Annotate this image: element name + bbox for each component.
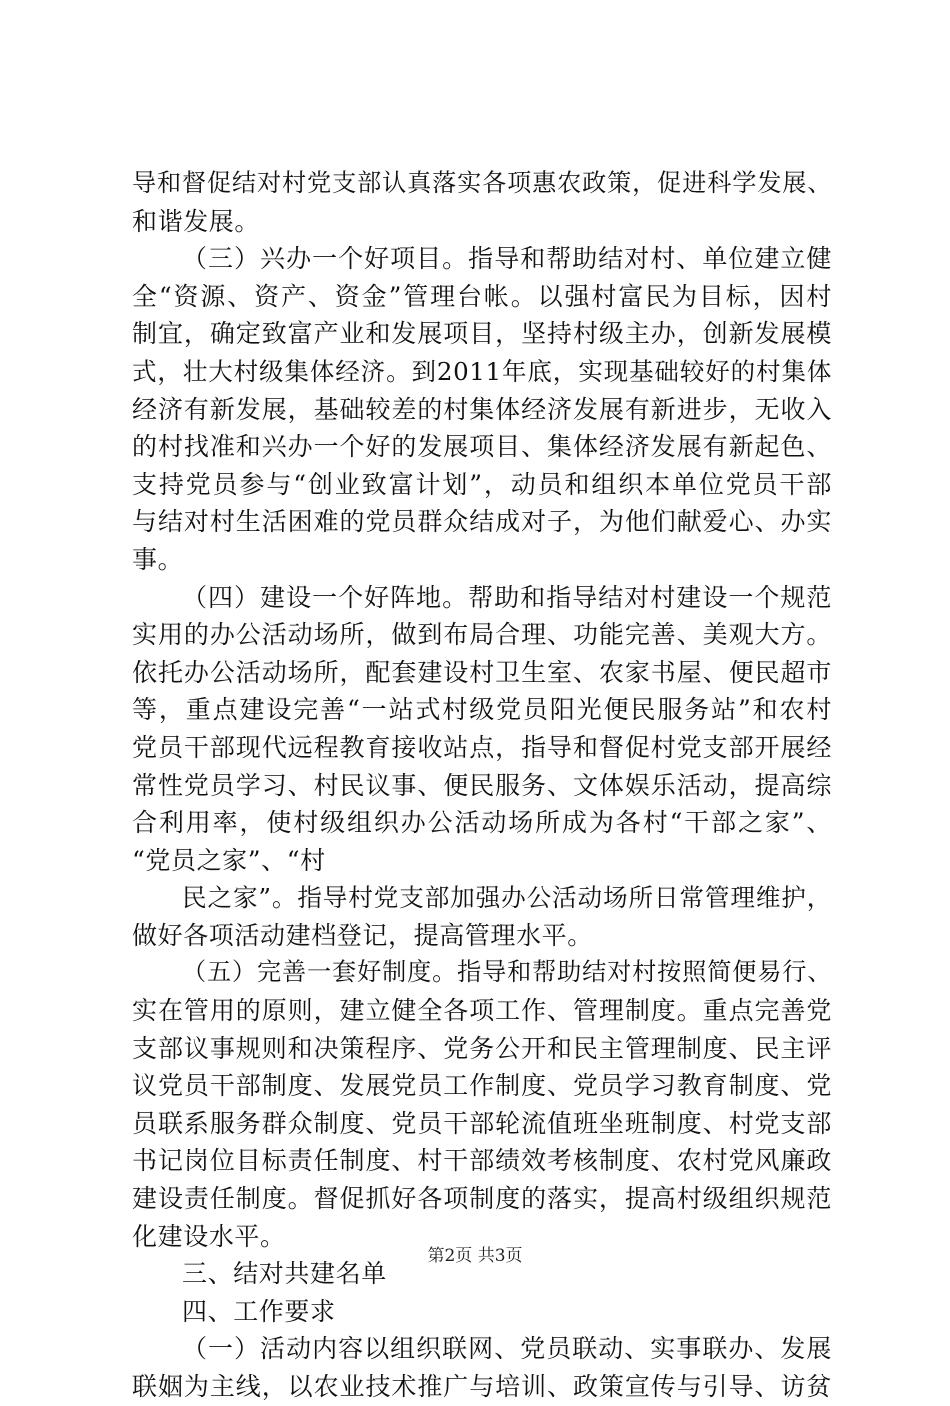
text-line: 与结对村生活困难的党员群众结成对子，为他们献爱心、办实 [132, 507, 832, 537]
text-line: 经济有新发展，基础较差的村集体经济发展有新进步，无收入 [132, 394, 832, 424]
text-line: 支部议事规则和决策程序、党务公开和民主管理制度、民主评 [132, 1033, 832, 1063]
text-line: 支持党员参与“创业致富计划”，动员和组织本单位党员干部 [132, 469, 832, 499]
text-line: 制宜，确定致富产业和发展项目，坚持村级主办，创新发展模 [132, 319, 832, 349]
text-line: 员联系服务群众制度、党员干部轮流值班坐班制度、村党支部 [132, 1108, 832, 1138]
text-line: “党员之家”、“村 [132, 845, 326, 875]
text-line: 化建设水平。 [132, 1221, 286, 1251]
text-line: 党员干部现代远程教育接收站点，指导和督促村党支部开展经 [132, 732, 832, 762]
section-heading-4: 四、工作要求 [182, 1296, 336, 1326]
section-heading-3: 三、结对共建名单 [182, 1259, 387, 1289]
paragraph-heading-4: （四）建设一个好阵地。帮助和指导结对村建设一个规范 [182, 582, 832, 612]
text-line: 全“资源、资产、资金”管理台帐。以强村富民为目标，因村 [132, 281, 832, 311]
text-line: 做好各项活动建档登记，提高管理水平。 [132, 920, 593, 950]
paragraph-heading-5: （五）完善一套好制度。指导和帮助结对村按照简便易行、 [182, 958, 832, 987]
text-line: 联姻为主线，以农业技术推广与培训、政策宣传与引导、访贫 [132, 1372, 832, 1401]
text-line: 议党员干部制度、发展党员工作制度、党员学习教育制度、党 [132, 1071, 832, 1101]
text-line: 等，重点建设完善“一站式村级党员阳光便民服务站”和农村 [132, 695, 832, 725]
text-line: 和谐发展。 [132, 206, 261, 236]
text-line: 导和督促结对村党支部认真落实各项惠农政策，促进科学发展、 [132, 169, 832, 197]
text-line: 事。 [132, 544, 184, 574]
paragraph-heading-3: （三）兴办一个好项目。指导和帮助结对村、单位建立健 [182, 244, 832, 274]
document-body [132, 165, 832, 1406]
text-line: 式，壮大村级集体经济。到2011年底，实现基础较好的村集体 [132, 356, 832, 386]
text-line: 实在管用的原则，建立健全各项工作、管理制度。重点完善党 [132, 996, 832, 1026]
text-line: 常性党员学习、村民议事、便民服务、文体娱乐活动，提高综 [132, 770, 832, 800]
text-line: 书记岗位目标责任制度、村干部绩效考核制度、农村党风廉政 [132, 1146, 832, 1176]
text-line: 民之家”。指导村党支部加强办公活动场所日常管理维护， [182, 883, 832, 913]
text-line: 合利用率，使村级组织办公活动场所成为各村“干部之家”、 [132, 808, 832, 838]
text-line: 实用的办公活动场所，做到布局合理、功能完善、美观大方。 [132, 620, 832, 650]
paragraph-heading-1: （一）活动内容以组织联网、党员联动、实事联办、发展 [182, 1334, 832, 1364]
text-line: 依托办公活动场所，配套建设村卫生室、农家书屋、便民超市 [132, 657, 832, 687]
text-line: 建设责任制度。督促抓好各项制度的落实，提高村级组织规范 [132, 1184, 832, 1214]
text-line: 的村找准和兴办一个好的发展项目、集体经济发展有新起色、 [132, 432, 832, 462]
page-footer: 第2页 共3页 [427, 1246, 523, 1266]
